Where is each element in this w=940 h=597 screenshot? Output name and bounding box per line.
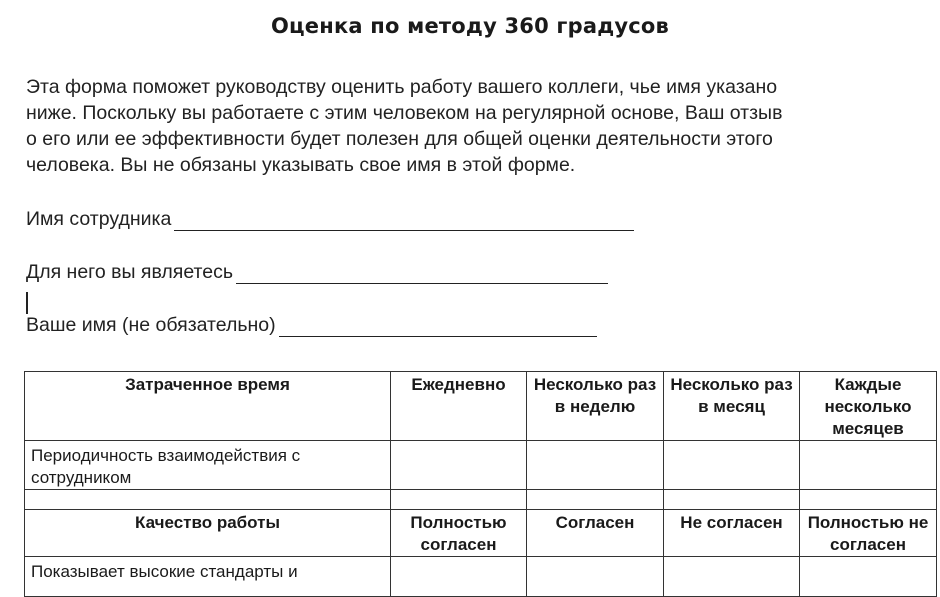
table-header-row bbox=[25, 372, 937, 441]
intro-line: о его или ее эффективности будет полезен для общей оценки деятельности этого bbox=[26, 128, 773, 150]
rating-cell[interactable] bbox=[527, 441, 664, 490]
rating-cell[interactable] bbox=[664, 557, 800, 597]
table-row bbox=[25, 557, 937, 597]
intro-line: человека. Вы не обязаны указывать свое имя в этой форме. bbox=[26, 154, 576, 176]
column-header: Несколько раз в месяц bbox=[664, 372, 800, 441]
intro-paragraph bbox=[26, 74, 926, 178]
rating-cell[interactable] bbox=[527, 557, 664, 597]
text-cursor bbox=[26, 292, 28, 314]
relation-field[interactable] bbox=[26, 261, 608, 284]
your-name-input-line[interactable] bbox=[279, 318, 597, 337]
page-title: Оценка по методу 360 градусов bbox=[270, 14, 670, 38]
table-row bbox=[25, 441, 937, 490]
column-header: Несколько раз в неделю bbox=[527, 372, 664, 441]
relation-label: Для него вы являетесь bbox=[26, 261, 233, 283]
rating-cell[interactable] bbox=[664, 441, 800, 490]
row-label: Периодичность взаимодействия с сотрудником bbox=[25, 441, 391, 490]
column-header: Полностью не согласен bbox=[800, 510, 937, 557]
column-header: Каждые несколько месяцев bbox=[800, 372, 937, 441]
intro-line: ниже. Поскольку вы работаете с этим человеком на регулярной основе, Ваш отзыв bbox=[26, 102, 783, 124]
your-name-field[interactable] bbox=[26, 314, 597, 337]
section-header-time: Затраченное время bbox=[25, 372, 391, 441]
employee-name-label: Имя сотрудника bbox=[26, 208, 172, 230]
rating-cell[interactable] bbox=[800, 441, 937, 490]
column-header: Полностью согласен bbox=[391, 510, 527, 557]
employee-name-field[interactable] bbox=[26, 208, 634, 231]
evaluation-table bbox=[24, 371, 937, 597]
relation-input-line[interactable] bbox=[236, 265, 608, 284]
column-header: Ежедневно bbox=[391, 372, 527, 441]
section-header-quality: Качество работы bbox=[25, 510, 391, 557]
table-spacer-row bbox=[25, 490, 937, 510]
column-header: Согласен bbox=[527, 510, 664, 557]
row-label: Показывает высокие стандарты и bbox=[25, 557, 391, 597]
table-header-row bbox=[25, 510, 937, 557]
rating-cell[interactable] bbox=[391, 557, 527, 597]
your-name-label: Ваше имя (не обязательно) bbox=[26, 314, 276, 336]
rating-cell[interactable] bbox=[800, 557, 937, 597]
column-header: Не согласен bbox=[664, 510, 800, 557]
employee-name-input-line[interactable] bbox=[174, 212, 634, 231]
intro-line: Эта форма поможет руководству оценить работу вашего коллеги, чье имя указано bbox=[26, 76, 778, 98]
rating-cell[interactable] bbox=[391, 441, 527, 490]
